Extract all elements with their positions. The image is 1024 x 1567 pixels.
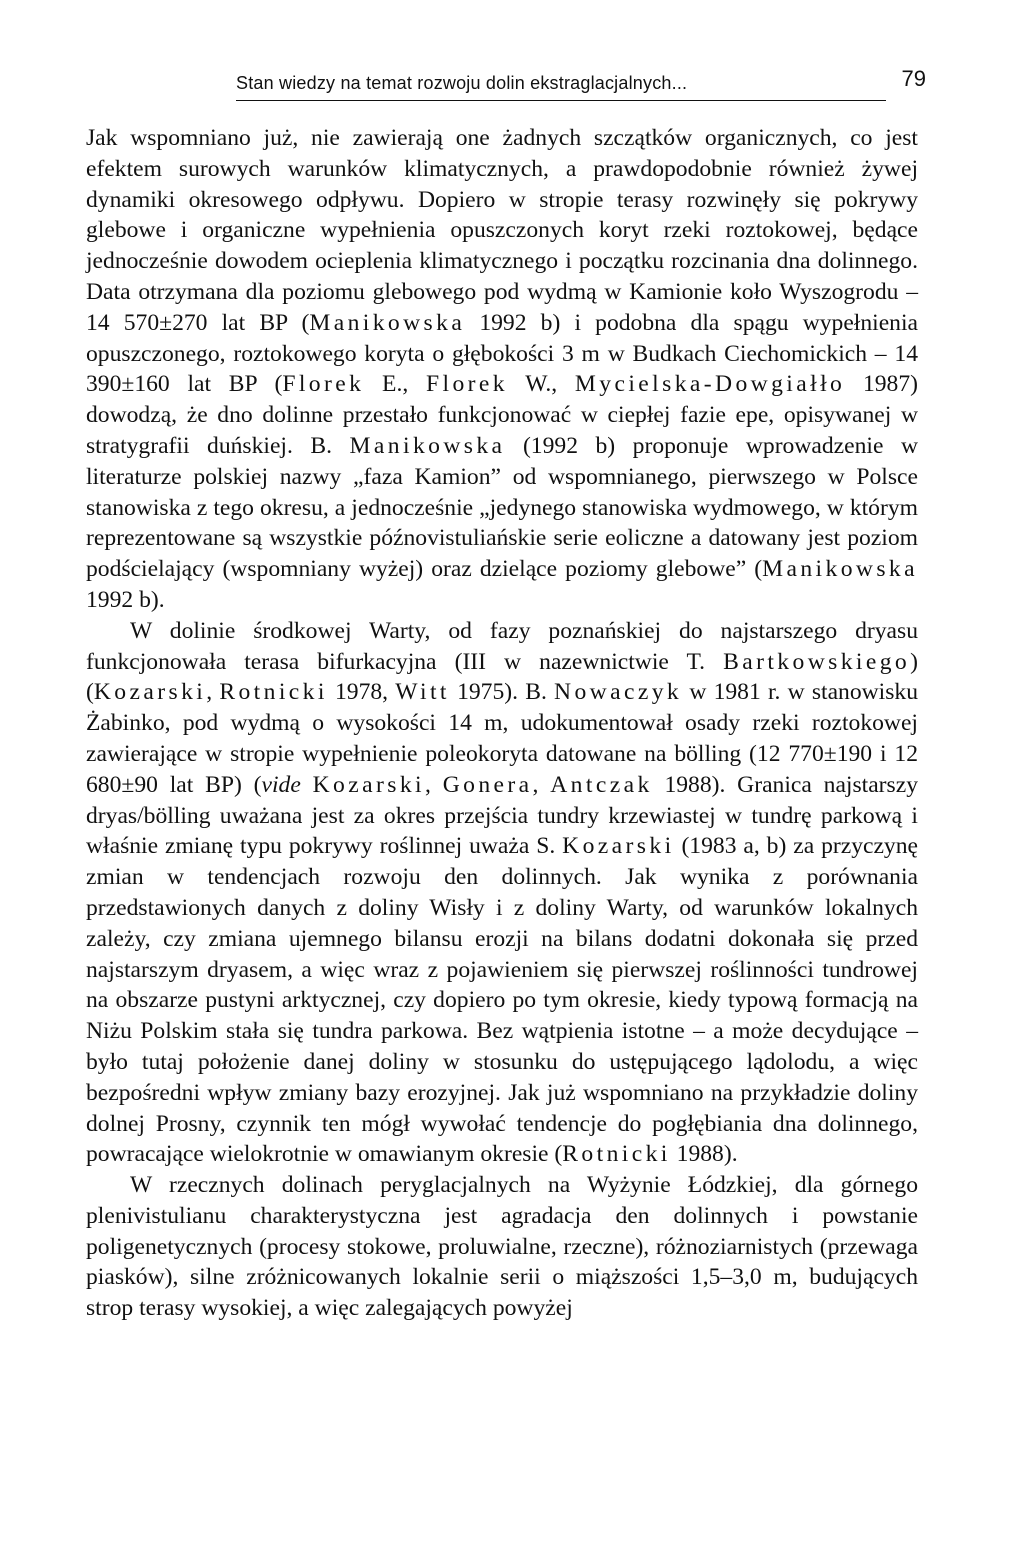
author-name: Antczak (550, 771, 653, 798)
page-number: 79 (901, 66, 926, 91)
paragraph (86, 123, 918, 616)
text-run: 1992 b). (86, 586, 165, 613)
author-name: Nowaczyk (554, 679, 683, 706)
paragraph (86, 1170, 918, 1324)
text-run: , (424, 771, 443, 798)
running-title: Stan wiedzy na temat rozwoju dolin ekstraglacjalnych... (236, 73, 688, 93)
text-run: 1987) dowodzą, że dno dolinne przestało funkcjonować w ciepłej fazie epe, opisywanej w stratygrafii duńskiej. B. (86, 371, 918, 459)
text-run: Jak wspomniano już, nie zawierają one żadnych szczątków organicznych, co jest efektem surowych warunków klimatycznych, a prawdopodobnie również żywej dynamiki okresowego odpływu. Dopiero w stropie terasy rozwinęły się pokrywy glebowe i organiczne wypełnienia opuszczonych koryt rzeki roztokowej, będące jednocześnie dowodem ocieplenia klimatycznego i początku rozcinania dna dolinnego. Data otrzymana dla poziomu glebowego pod wydmą w Kamionie koło Wyszogrodu – 14 570±270 lat BP ( (86, 125, 918, 336)
author-name: Florek (425, 371, 508, 398)
author-name: Rotnicki (219, 679, 328, 706)
text-run (301, 772, 313, 798)
italic-text: vide (261, 771, 301, 798)
paragraph (86, 616, 918, 1170)
text-run: 1988). Granica najstarszy dryas/bölling uważana jest za okres przejścia tundry krzewiastej w tundrę parkową i właśnie zmianę typu pokrywy roślinnej uważa S. (86, 771, 918, 860)
author-name: Kozarski (312, 771, 425, 798)
text-run: 1978, (327, 679, 396, 706)
author-name: Bartkowskiego (723, 648, 911, 675)
text-run: (1992 b) proponuje wprowadzenie w literaturze polskiej nazwy „faza Kamion” od wspomnianego, pierwszego w Polsce stanowiska z tego okresu, a jednocześnie „jedynego stanowiska wydmowego, w którym reprezentowane są wszystkie późnovistuliańskie serie eoliczne a datowany jest poziom podścielający (wspomniany wyżej) oraz dzielące poziomy glebowe” ( (86, 432, 918, 583)
author-name: Mycielska-Dowgiałło (574, 371, 846, 398)
author-name: Kozarski (562, 833, 675, 860)
body-text (86, 123, 918, 1324)
author-name: Manikowska (762, 556, 918, 583)
author-name: Florek (282, 371, 365, 398)
text-run: 1992 b) i podobna dla spągu wypełnienia opuszczonego, roztokowego koryta o głębokości 3 m w Budkach Ciechomickich – 14 390±160 lat BP ( (86, 309, 918, 398)
text-run: 1988). (670, 1141, 738, 1168)
running-head (236, 62, 926, 101)
page (86, 62, 926, 1324)
text-run: , (532, 771, 551, 798)
text-run: w 1981 r. w stanowisku Żabinko, pod wydmą o wysokości 14 m, udokumentował osady rzeki roztokowej zawierające w stropie wypełnienie poleokoryta datowane na bölling (12 770±190 i 12 680±90 lat BP) ( (86, 679, 919, 798)
text-run: (1983 a, b) za przyczynę zmian w tendencjach rozwoju den dolinnych. Jak wynika z porównania przedstawionych danych z doliny Wisły i z doliny Warty, od warunków lokalnych zależy, czy zmiana ujemnego bilansu erozji na bilans dodatni dokonała się przed najstarszym dryasem, a więc wraz z pojawieniem się pierwszej roślinności tundrowej na obszarze pustyni arktycznej, czy dopiero po tym okresie, kiedy typową formacją na Niżu Polskim stała się tundra parkowa. Bez wątpienia istotne – a może decydujące – było tutaj położenie danej doliny w stosunku do ustępującego lądolodu, a więc bezpośredni wpływ zmiany bazy erozyjnej. Jak już wspomniano na przykładzie doliny dolnej Prosny, czynnik ten mógł wywołać tendencje do pogłębiania dna dolinnego, powracające wielokrotnie w omawianym okresie ( (86, 833, 918, 1168)
author-name: Kozarski (93, 679, 207, 706)
author-name: Witt (395, 679, 450, 706)
text-run: W dolinie środkowej Warty, od fazy poznańskiej do najstarszego dryasu funkcjonowała terasa bifurkacyjna (III w nazewnictwie T. (86, 617, 918, 675)
author-name: Manikowska (309, 309, 466, 336)
text-run: 1975). B. (449, 679, 555, 706)
author-name: Manikowska (349, 432, 506, 459)
text-run: , (206, 679, 220, 706)
author-name: Rotnicki (562, 1141, 671, 1168)
author-name: Gonera (442, 771, 533, 798)
text-run: E., (364, 371, 426, 398)
text-run: W rzecznych dolinach peryglacjalnych na Wyżynie Łódzkiej, dla górnego plenivistulianu charakterystyczna jest agradacja den dolinnych i powstanie poligenetycznych (procesy stokowe, proluwialne, rzeczne), różnoziarnistych (przewaga piasków), silne zróżnicowanych lokalnie serii o miąższości 1,5–3,0 m, budujących strop terasy wysokiej, a więc zalegających powyżej (86, 1172, 918, 1322)
text-run: ) ( (86, 648, 918, 706)
text-run: W., (507, 371, 575, 398)
